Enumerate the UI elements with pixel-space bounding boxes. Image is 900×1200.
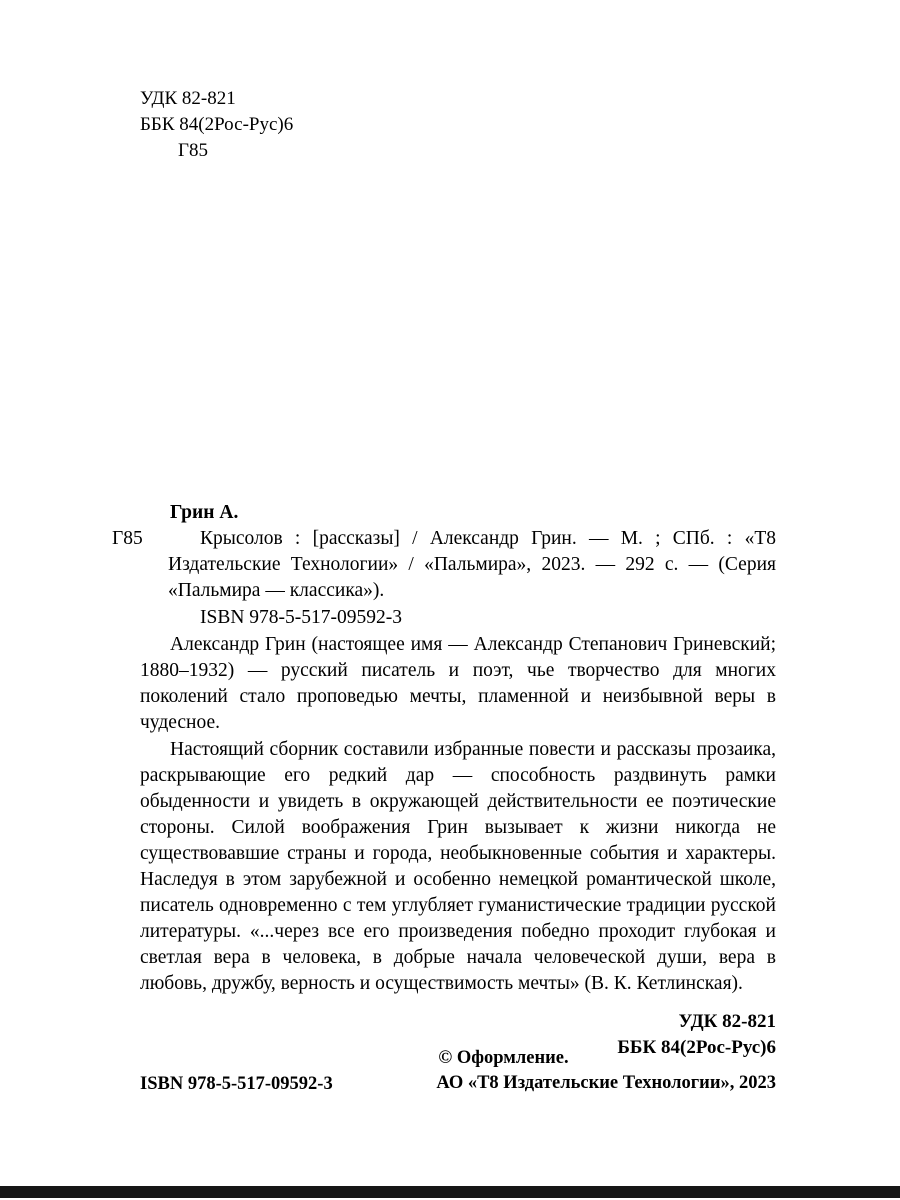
- udk-code-bottom: УДК 82-821: [678, 1011, 776, 1032]
- annotation-paragraph-1: Александр Грин (настоящее имя — Александр Степанович Гриневский; 1880–1932) — русский писатель и поэт, чье творчество для многих поколений стало проповедью мечты, пламенной и неизбывной веры в чудесное.: [140, 634, 776, 733]
- top-codes-block: [140, 86, 293, 164]
- annotation-paragraph-2: Настоящий сборник составили избранные повести и рассказы прозаика, раскрывающие его редкий дар — способность раздвинуть рамки обыденности и увидеть в окружающей действительности ее поэтические стороны. Силой воображения Грин вызывает к жизни никогда не существовавшие страны и города, необыкновенные события и характеры. Наследуя в этом зарубежной и особенно немецкой романтической школе, писатель одновременно с тем углубляет гуманистические традиции русской литературы. «...через все его произведения победно проходит глубокая и светлая вера в человека, в добрые начала человеческой души, вера в любовь, дружбу, верность и осуществимость мечты» (В. К. Кетлинская).: [140, 739, 776, 994]
- udk-code-top: УДК 82-821: [140, 88, 236, 109]
- author-sign-top: Г85: [178, 140, 208, 161]
- copyright-line: © Оформление.: [438, 1048, 569, 1068]
- author-sign-margin: Г85: [112, 528, 143, 549]
- scan-edge-bar: [0, 1186, 900, 1198]
- bbk-code-top: ББК 84(2Рос-Рус)6: [140, 114, 294, 135]
- footer-publisher-block: [436, 1046, 776, 1096]
- catalog-entry: [112, 526, 776, 604]
- footer: [140, 1046, 776, 1112]
- isbn-line: ISBN 978-5-517-09592-3: [200, 607, 403, 628]
- catalog-block: [112, 500, 776, 1061]
- author-heading: Грин А.: [170, 502, 239, 523]
- catalog-description: Крысолов : [рассказы] / Александр Грин. — М. ; СПб. : «Т8 Издательские Технологии» / «Пальмира», 2023. — 292 с. — (Серия «Пальмира — классика»).: [168, 528, 776, 601]
- footer-isbn: ISBN 978-5-517-09592-3: [140, 1074, 333, 1094]
- bbk-code-bottom: ББК 84(2Рос-Рус)6: [617, 1037, 776, 1058]
- publisher-line: АО «Т8 Издательские Технологии», 2023: [436, 1073, 776, 1093]
